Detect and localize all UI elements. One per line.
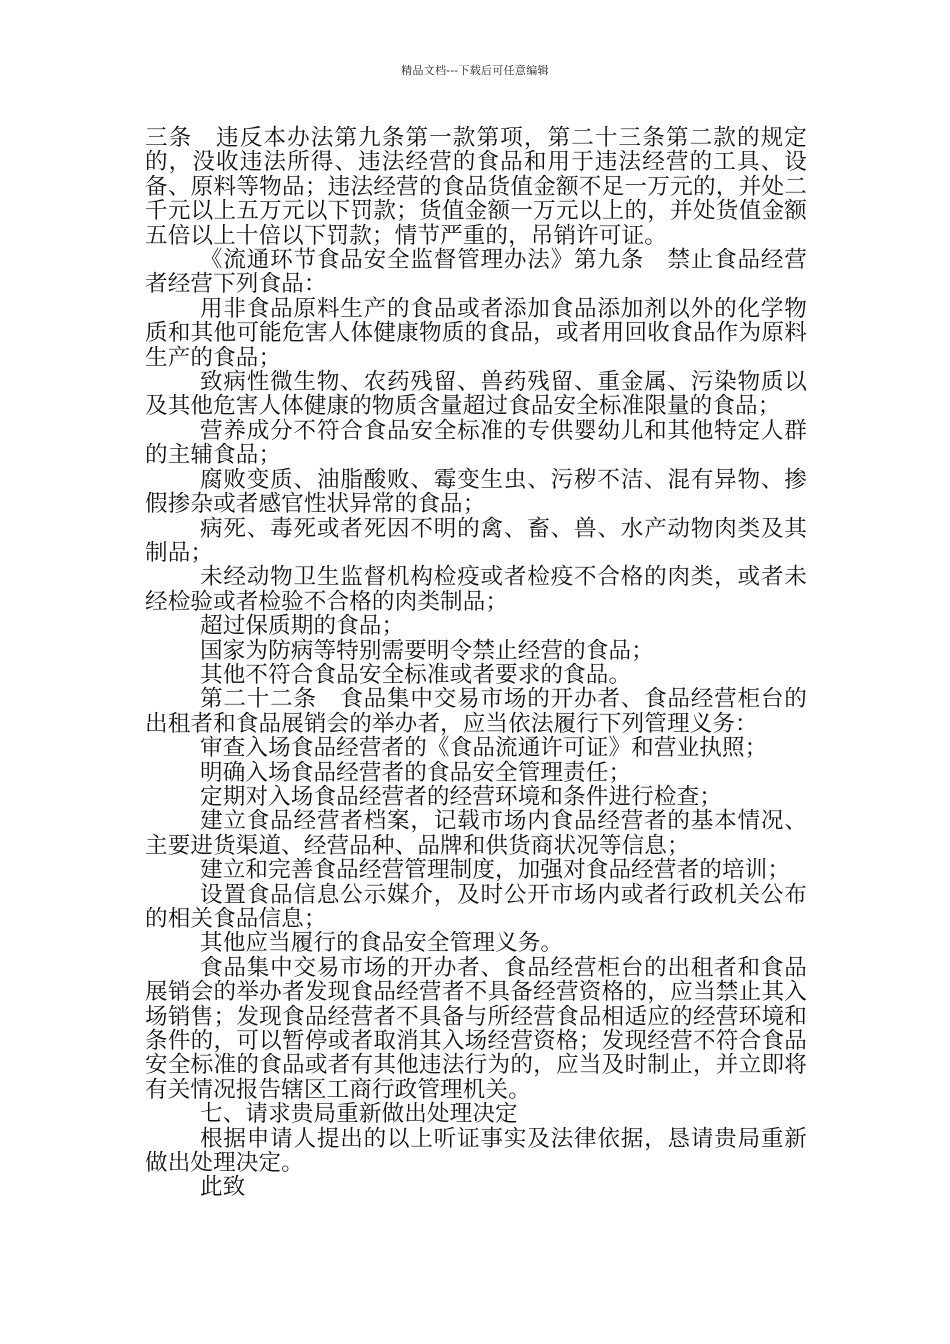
paragraph: 定期对入场食品经营者的经营环境和条件进行检查； — [200, 783, 722, 810]
paragraph: 超过保质期的食品； — [200, 613, 405, 640]
paragraph: 用非食品原料生产的食品或者添加食品添加剂以外的化学物质和其他可能危害人体健康物质的食品，或者用回收食品作为原料生产的食品； — [145, 295, 807, 371]
paragraph: 建立和完善食品经营管理制度，加强对食品经营者的培训； — [200, 857, 791, 884]
document-body — [145, 126, 807, 1200]
paragraph: 三条 违反本办法第九条第一款第项，第二十三条第二款的规定的，没收违法所得、违法经营的食品和用于违法经营的工具、设备、原料等物品；违法经营的食品货值金额不足一万元的，并处二千元以上五万元以下罚款；货值金额一万元以上的，并处货值金额五倍以上十倍以下罚款；情节严重的，吊销许可证。 — [145, 125, 807, 249]
paragraph: 此致 — [200, 1174, 246, 1201]
paragraph: 国家为防病等特别需要明令禁止经营的食品； — [200, 637, 654, 664]
paragraph: 其他应当履行的食品安全管理义务。 — [200, 930, 564, 957]
paragraph: 营养成分不符合食品安全标准的专供婴幼儿和其他特定人群的主辅食品； — [145, 417, 807, 469]
paragraph: 食品集中交易市场的开办者、食品经营柜台的出租者和食品展销会的举办者发现食品经营者不具备经营资格的，应当禁止其入场销售；发现食品经营者不具备与所经营食品相适应的经营环境和条件的，可以暂停或者取消其入场经营资格；发现经营不符合食品安全标准的食品或者有其他违法行为的，应当及时制止，并立即将有关情况报告辖区工商行政管理机关。 — [145, 954, 807, 1103]
paragraph: 病死、毒死或者死因不明的禽、畜、兽、水产动物肉类及其制品； — [145, 515, 807, 566]
paragraph: 未经动物卫生监督机构检疫或者检疫不合格的肉类，或者未经检验或者检验不合格的肉类制品； — [145, 564, 807, 615]
paragraph: 七、请求贵局重新做出处理决定 — [200, 1101, 518, 1128]
paragraph: 建立食品经营者档案，记载市场内食品经营者的基本情况、主要进货渠道、经营品种、品牌和供货商状况等信息； — [145, 808, 807, 859]
paragraph: 第二十二条 食品集中交易市场的开办者、食品经营柜台的出租者和食品展销会的举办者，应当依法履行下列管理义务： — [145, 686, 807, 737]
paragraph: 明确入场食品经营者的食品安全管理责任； — [200, 759, 632, 786]
paragraph: 根据申请人提出的以上听证事实及法律依据，恳请贵局重新做出处理决定。 — [145, 1125, 807, 1177]
paragraph: 审查入场食品经营者的《食品流通许可证》和营业执照； — [200, 735, 768, 762]
paragraph: 设置食品信息公示媒介，及时公开市场内或者行政机关公布的相关食品信息； — [145, 881, 807, 932]
paragraph: 腐败变质、油脂酸败、霉变生虫、污秽不洁、混有异物、掺假掺杂或者感官性状异常的食品； — [145, 466, 807, 518]
page-header: 精品文档---下载后可任意编辑 — [401, 64, 549, 77]
paragraph: 《流通环节食品安全监督管理办法》第九条 禁止食品经营者经营下列食品： — [145, 247, 807, 298]
paragraph: 致病性微生物、农药残留、兽药残留、重金属、污染物质以及其他危害人体健康的物质含量超过食品安全标准限量的食品； — [145, 369, 807, 420]
paragraph: 其他不符合食品安全标准或者要求的食品。 — [200, 661, 632, 688]
